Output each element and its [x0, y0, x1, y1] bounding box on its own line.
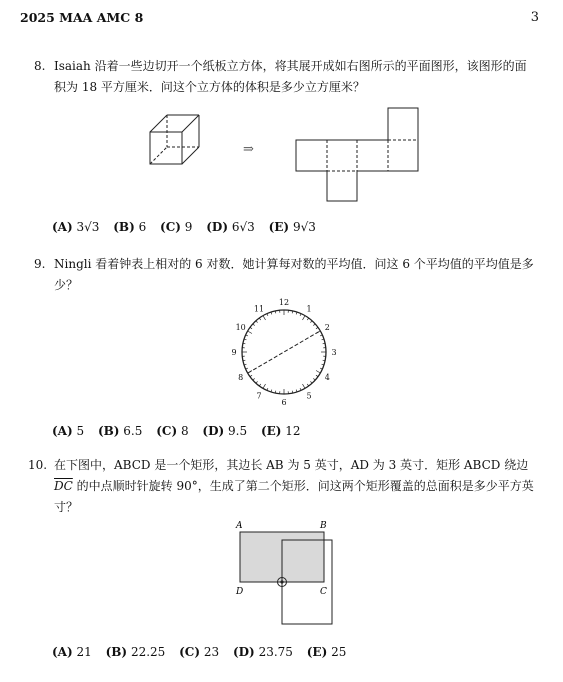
segment-dc: $\overline{DC}$: [54, 479, 73, 493]
arrow-icon: ⇒: [243, 142, 254, 157]
clock-tick: [246, 335, 248, 336]
clock-tick: [316, 331, 320, 334]
question-9: [34, 254, 534, 296]
question-number: 10.: [28, 458, 48, 472]
question-10: [28, 455, 534, 518]
q9-choices: [52, 424, 311, 438]
clock-tick: [310, 321, 312, 323]
label-d: D: [236, 587, 244, 597]
clock-number: 1: [306, 304, 312, 314]
page-number: 3: [530, 10, 539, 25]
clock-tick: [316, 327, 318, 328]
clock-tick: [316, 375, 318, 376]
clock-tick: [267, 388, 268, 390]
clock-number: 3: [331, 348, 337, 357]
choice-a[interactable]: (A) 5: [52, 424, 85, 438]
clock-tick: [250, 327, 252, 328]
clock-number: 7: [256, 391, 262, 401]
label-a: A: [236, 521, 243, 531]
cube-net: [296, 108, 418, 201]
choice-e[interactable]: (E) 25: [306, 645, 347, 659]
clock-tick: [259, 384, 260, 386]
q10-choices: [52, 645, 356, 659]
clock-number: 11: [253, 304, 265, 314]
clock-tick: [313, 378, 315, 380]
choice-e[interactable]: (E) 12: [260, 424, 301, 438]
choice-e[interactable]: (E) 9√3: [268, 220, 316, 234]
question-number: 9.: [34, 257, 46, 271]
clock-number: 5: [306, 391, 312, 401]
clock-number: 4: [324, 373, 330, 382]
label-b: B: [320, 521, 327, 531]
q8-figure: [0, 100, 563, 210]
clock-tick: [307, 384, 308, 386]
choice-d[interactable]: (D) 9.5: [202, 424, 248, 438]
question-text: 在下图中，ABCD 是一个矩形，其边长 AB 为 5 英寸，AD 为 3 英寸．矩形 ABCD 绕边$\overline{DC}$ 的中点顺时针旋转 90°，生成了第二个矩形．问这两个矩形覆盖的总面积是多少平方英寸？: [54, 458, 534, 514]
choice-b[interactable]: (B) 22.25: [105, 645, 166, 659]
clock-tick: [320, 368, 322, 369]
header-title: 2025 MAA AMC 8: [20, 10, 144, 25]
clock-tick: [256, 321, 258, 323]
label-c: C: [320, 587, 327, 597]
clock-tick: [248, 371, 252, 374]
clock-tick: [256, 381, 258, 383]
q8-choices: [52, 220, 326, 234]
clock-tick: [248, 331, 252, 334]
question-number: 8.: [34, 59, 46, 73]
choice-c[interactable]: (C) 8: [156, 424, 189, 438]
clock-tick: [300, 314, 301, 316]
clock-figure: [0, 292, 563, 412]
clock-tick: [263, 384, 266, 388]
clock-tick: [320, 335, 322, 336]
clock-number: 6: [281, 398, 287, 407]
clock-number: 8: [238, 373, 244, 382]
clock-tick: [310, 381, 312, 383]
clock-tick: [246, 368, 248, 369]
choice-c[interactable]: (C) 23: [179, 645, 220, 659]
clock-tick: [253, 378, 255, 380]
choice-d[interactable]: (D) 6√3: [206, 220, 255, 234]
clock-tick: [259, 318, 260, 320]
clock-tick: [303, 316, 306, 320]
clock-number: 10: [235, 323, 246, 332]
clock-tick: [250, 375, 252, 376]
clock-tick: [300, 388, 301, 390]
clock-number: 9: [231, 348, 237, 357]
question-text: Isaiah 沿着一些边切开一个纸板立方体，将其展开成如右图所示的平面图形，该图形的面积为 18 平方厘米．问这个立方体的体积是多少立方厘米？: [54, 59, 527, 94]
choice-a[interactable]: (A) 3√3: [52, 220, 100, 234]
rectangles-figure: [0, 518, 563, 628]
clock-tick: [303, 384, 306, 388]
choice-b[interactable]: (B) 6.5: [97, 424, 143, 438]
clock-number: 2: [324, 323, 330, 332]
clock-tick: [313, 324, 315, 326]
clock-tick: [263, 316, 266, 320]
clock-tick: [307, 318, 308, 320]
question-text: Ningli 看着钟表上相对的 6 对数．她计算每对数的平均值．问这 6 个平均值的平均值是多少？: [54, 257, 534, 292]
cube-drawing: [150, 115, 199, 164]
clock-tick: [267, 314, 268, 316]
clock-tick: [253, 324, 255, 326]
choice-d[interactable]: (D) 23.75: [232, 645, 293, 659]
choice-c[interactable]: (C) 9: [160, 220, 193, 234]
clock-number: 12: [278, 298, 290, 307]
question-8: [34, 56, 534, 98]
choice-a[interactable]: (A) 21: [52, 645, 92, 659]
clock-tick: [316, 371, 320, 374]
choice-b[interactable]: (B) 6: [113, 220, 147, 234]
